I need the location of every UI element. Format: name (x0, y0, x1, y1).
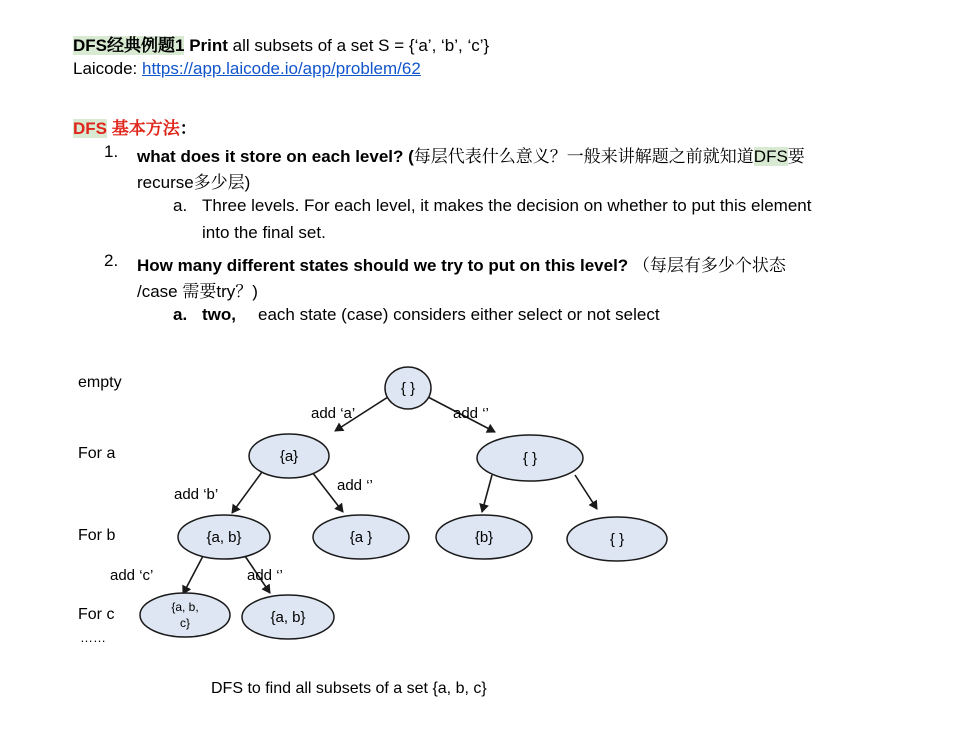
title-print: Print (189, 36, 228, 55)
item2-cn: （每层有多少个状态 (632, 256, 786, 275)
node-root (385, 367, 431, 409)
node-abc-label-line2: c} (179, 616, 191, 630)
item2-number: 2. (104, 251, 119, 270)
node-b-only-label: {b} (474, 529, 494, 546)
method-heading-dfs: DFS (73, 119, 107, 138)
edge-label-add-empty-2: add ‘’ (337, 477, 373, 494)
level-label-empty: empty (78, 374, 122, 391)
node-a-not-selected-label: { } (522, 450, 538, 467)
edge-empty-empty (575, 475, 597, 509)
item1-sub-line2: into the final set. (202, 223, 326, 242)
item1-number: 1. (104, 142, 119, 161)
laicode-label: Laicode: (73, 59, 142, 78)
node-ab-final-label: {a, b} (270, 609, 306, 626)
method-heading-text: 基本方法 (107, 119, 180, 138)
node-ab-label: {a, b} (206, 529, 242, 546)
item1-sub-line1: Three levels. For each level, it makes the decision on whether to put this element (202, 196, 812, 215)
edge-ab-abc (183, 556, 203, 594)
item1-line2: recurse多少层) (137, 173, 251, 192)
level-label-a: For a (78, 445, 116, 462)
edge-label-add-empty-3: add ‘’ (247, 567, 283, 584)
node-abc-label-line1: {a, b, (171, 600, 199, 614)
node-empty-b-label: { } (609, 531, 625, 548)
item2-sub-text: each state (case) considers either select or not select (258, 305, 660, 324)
item2-bold: How many different states should we try to put on this level? (137, 256, 633, 275)
node-a-selected-label: {a} (279, 448, 299, 465)
item1-tail: 要 (787, 147, 805, 166)
laicode-link[interactable]: https://app.laicode.io/app/problem/62 (142, 59, 421, 78)
item1-sub-letter: a. (173, 196, 188, 215)
node-root-label: { } (400, 380, 416, 397)
edge-a-ab (232, 472, 262, 513)
edge-empty-b (482, 475, 492, 512)
item2-line2: /case 需要try？) (137, 282, 258, 301)
item1-dfs: DFS (753, 147, 788, 166)
title-rest: all subsets of a set S = {‘a’, ‘b’, ‘c’} (227, 36, 490, 55)
level-label-b: For b (78, 527, 116, 544)
level-label-c: For c (78, 606, 115, 623)
edge-label-add-b: add ‘b’ (174, 486, 219, 503)
node-a-selected (249, 434, 329, 478)
node-abc (140, 593, 230, 637)
item2-sub-bold: two, (202, 305, 236, 324)
node-a-only-label: {a } (349, 529, 373, 546)
level-label-ellipsis: …… (80, 630, 106, 645)
item1-cn: 每层代表什么意义？一般来讲解题之前就知道 (413, 147, 754, 166)
item1-bold: what does it store on each level? ( (137, 147, 414, 166)
diagram-caption: DFS to find all subsets of a set {a, b, c} (211, 680, 487, 697)
edge-label-add-a: add ‘a’ (311, 405, 356, 422)
node-a-only (313, 515, 409, 559)
edge-label-add-c: add ‘c’ (110, 567, 154, 584)
item2-sub-letter: a. (173, 305, 188, 324)
node-b-only (436, 515, 532, 559)
node-ab (178, 515, 270, 559)
edge-label-add-empty-1: add ‘’ (453, 405, 489, 422)
method-heading-colon: ： (179, 119, 197, 138)
node-empty-b (567, 517, 667, 561)
node-ab-final (242, 595, 334, 639)
node-a-not-selected (477, 435, 583, 481)
title-tag: DFS经典例题1 (73, 36, 185, 55)
